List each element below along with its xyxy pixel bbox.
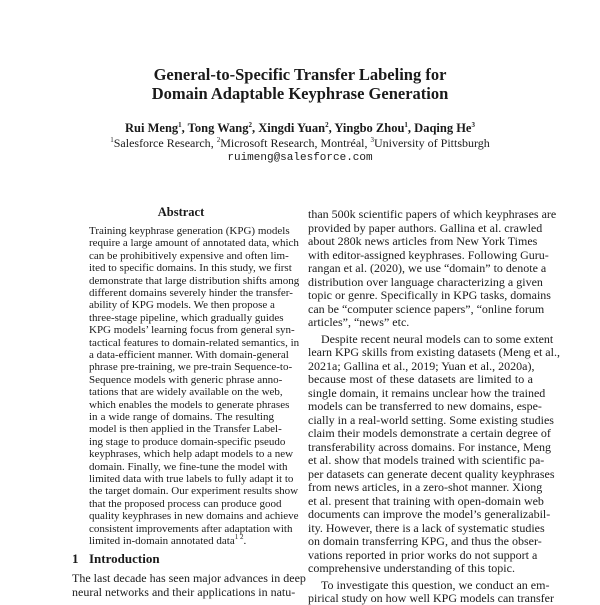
author-name: Daqing He xyxy=(414,121,472,135)
abstract-line: limited data with true labels to fully adapt it to xyxy=(89,473,294,485)
author-affiliation-mark: 2 xyxy=(248,121,252,129)
abstract-line: Sequence models with generic phrase anno- xyxy=(89,373,283,386)
paragraph-line: 2021a; Gallina et al., 2019; Yuan et al., 2020a), xyxy=(308,358,535,373)
contact-email[interactable]: ruimeng@salesforce.com xyxy=(227,152,373,164)
affiliation-name: Salesforce Research xyxy=(113,136,211,150)
paragraph-line: learn KPG skills from existing datasets (Meng et al., xyxy=(308,345,560,359)
author-affiliation-mark: 1 xyxy=(404,121,408,129)
author-affiliation-mark: 1 xyxy=(178,121,182,129)
paragraph-line: documents can improve the model’s generalizabil- xyxy=(308,507,551,521)
abstract-line: different domains severely hinder the transfer- xyxy=(89,287,293,299)
abstract-line-text: limited in-domain annotated data xyxy=(89,535,235,547)
section-title: Introduction xyxy=(89,551,160,566)
abstract-line: model is then applied in the Transfer Label- xyxy=(89,423,282,436)
paragraph-line: Despite recent neural models can to some extent xyxy=(321,331,554,346)
paragraph-line: ity. However, there is a lack of systematic studies xyxy=(308,520,545,535)
abstract-line: require a large amount of annotated data, which xyxy=(89,237,299,250)
paragraph-line: rangan et al. (2020), we use “domain” to denote a xyxy=(308,261,547,275)
section-number: 1 xyxy=(72,551,79,566)
paragraph-line: et al. show that models trained with scientific pa- xyxy=(308,453,545,467)
affiliation-name: University of Pittsburgh xyxy=(373,136,490,150)
abstract-line: in a wide range of domains. The resulting xyxy=(89,411,274,423)
abstract-line: phrase pre-training, we pre-train Sequence-to- xyxy=(89,361,293,374)
paragraph-line: about 280k news articles from New York Times xyxy=(308,234,538,248)
affiliation-list: $^1$Salesforce Research, $^2$Microsoft Research, Montréal, $^3$University of Pittsburgh xyxy=(110,136,490,150)
paragraph-line: topic or genre. Specifically in KPG tasks, domains xyxy=(308,288,551,302)
abstract-line: ited to specific domains. In this study, we first xyxy=(89,262,292,275)
abstract-line: ability of KPG models. We then propose a xyxy=(89,299,275,312)
paragraph-line: articles”, “news” etc. xyxy=(308,315,410,329)
abstract-line: keyphrases, which help adapt models to a new xyxy=(89,448,294,461)
paragraph-line: with editor-assigned keyphrases. Following Guru- xyxy=(308,247,549,262)
abstract-line: tations that are widely available on the web, xyxy=(89,386,283,399)
abstract-line: a data-efficient manner. With domain-general xyxy=(89,349,289,361)
paragraph-line: single domain, it remains unclear how the trained xyxy=(308,385,546,400)
abstract-heading: Abstract xyxy=(157,205,205,219)
paragraph-line: per datasets can generate decent quality keyphrases xyxy=(308,466,555,481)
abstract-line: tactical features to domain-related semantics, in xyxy=(89,336,300,349)
author-name: Xingdi Yuan xyxy=(258,121,326,135)
section-heading-introduction xyxy=(72,552,160,566)
abstract-line: ing stage to produce domain-specific pseudo xyxy=(89,435,286,448)
abstract-line xyxy=(89,535,274,547)
introduction-line: The last decade has seen major advances in deep xyxy=(72,571,306,585)
affiliation-mark: 1 xyxy=(110,136,114,144)
paragraph-line: pirical study on how well KPG models can transfer xyxy=(308,591,554,605)
affiliation-name: Microsoft Research, Montréal xyxy=(220,136,365,150)
paragraph-line: models can be transferred to new domains, espe- xyxy=(308,399,542,413)
abstract-line: domain. Finally, we fine-tune the model with xyxy=(89,460,288,473)
abstract-line: that the proposed process can produce good xyxy=(89,497,282,510)
paragraph-line: distribution over language characterizing a given xyxy=(308,274,543,289)
paragraph-line: To investigate this question, we conduct an em- xyxy=(321,577,550,592)
footnote-mark: 1 2 xyxy=(234,533,244,541)
affiliation-mark: 3 xyxy=(370,136,374,144)
abstract-line: which enables the models to generate phrases xyxy=(89,398,290,411)
paragraph-line: from news articles, in a zero-shot manner. Xiong xyxy=(308,480,543,494)
abstract-line: consistent improvements after adaptation with xyxy=(89,522,293,535)
author-affiliation-mark: 3 xyxy=(471,121,475,129)
paragraph-line: transferability across domains. For instance, Meng xyxy=(308,439,551,454)
abstract-line: quality keyphrases in new domains and achieve xyxy=(89,510,299,523)
abstract-line-end: . xyxy=(243,535,247,547)
paper-title-line-1: General-to-Specific Transfer Labeling for xyxy=(153,65,447,84)
abstract-line: Training keyphrase generation (KPG) models xyxy=(89,225,290,237)
paragraph-line: than 500k scientific papers of which keyphrases are xyxy=(308,207,557,221)
paragraph-line: on domain transferring KPG, and thus the obser- xyxy=(308,534,542,548)
paragraph-line: et al. present that training with open-domain web xyxy=(308,493,544,508)
paragraph-line: can be “computer science papers”, “online forum xyxy=(308,301,545,316)
abstract-line: KPG models’ learning focus from general syn- xyxy=(89,324,295,337)
author-name: Rui Meng xyxy=(125,121,179,135)
affiliation-mark: 2 xyxy=(216,136,221,144)
abstract-line: the target domain. Our experiment results show xyxy=(89,485,299,498)
abstract-line: three-stage pipeline, which gradually guides xyxy=(89,311,284,324)
abstract-line: demonstrate that large distribution shifts among xyxy=(89,274,300,287)
abstract-line: can be prohibitively expensive and often lim- xyxy=(89,249,289,262)
author-name: Yingbo Zhou xyxy=(334,121,405,135)
paragraph-line: comprehensive understanding of this topic. xyxy=(308,561,515,575)
paragraph-line: cially in a real-world setting. Some existing studies xyxy=(308,412,554,427)
paper-title-line-2: Domain Adaptable Keyphrase Generation xyxy=(151,84,449,103)
paragraph-line: because most of these datasets are limited to a xyxy=(308,372,533,386)
paragraph-line: provided by paper authors. Gallina et al. crawled xyxy=(308,220,543,235)
author-list: Rui Meng$^1$, Tong Wang$^2$, Xingdi Yuan$^2$, Yingbo Zhou$^1$, Daqing He$^3$ xyxy=(125,121,475,135)
paragraph-line: vations reported in prior works do not support a xyxy=(308,547,538,562)
author-name: Tong Wang xyxy=(187,121,249,135)
author-affiliation-mark: 2 xyxy=(325,121,329,129)
paragraph-line: claim their models demonstrate a certain degree of xyxy=(308,426,551,440)
introduction-line: neural networks and their applications in natu- xyxy=(72,584,296,599)
